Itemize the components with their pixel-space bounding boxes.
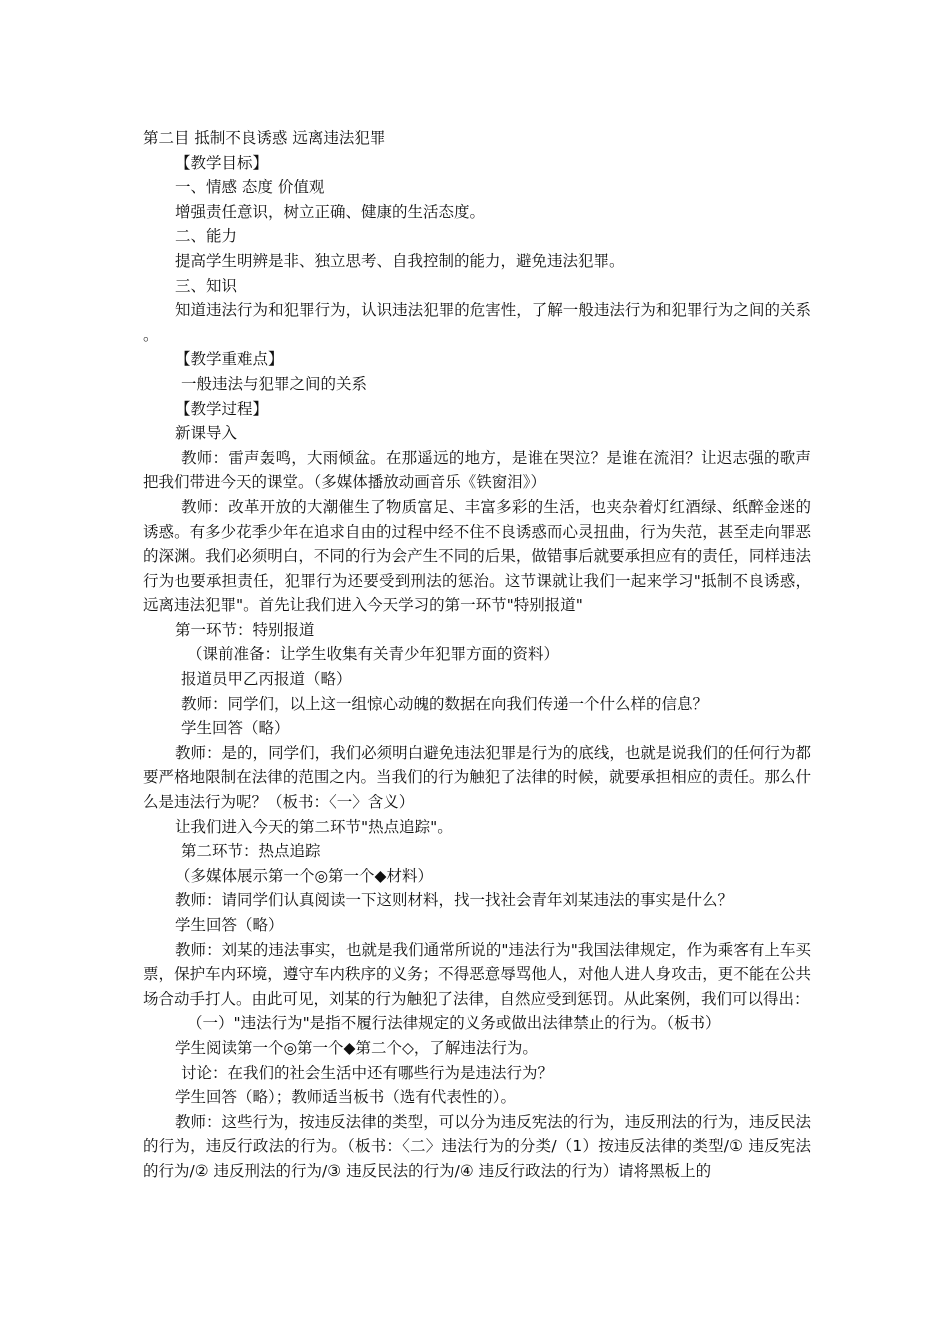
intro-heading: 新课导入 (175, 424, 238, 443)
answer-2: 学生回答（略）；教师适当板书（选有代表性的）。 (175, 1088, 517, 1107)
goal3-text: 知道违法行为和犯罪行为，认识违法犯罪的危害性，了解一般违法行为和犯罪行为之间的关系。 (143, 301, 811, 344)
paragraph-2: 教师：改革开放的大潮催生了物质富足、丰富多彩的生活，也夹杂着灯红酒绿、纸醉金迷的诱惑。有多少花季少年在追求自由的过程中经不住不良诱惑而心灵扭曲，行为失范，甚至走向罪恶的深渊。我们必须明白，不同的行为会产生不同的后果，做错事后就要承担应有的责任，同样违法行为也要承担责任，犯罪行为还要受到刑法的惩治。这节课就让我们一起来学习"抵制不良诱惑，远离违法犯罪"。首先让我们进入今天学习的第一环节"特别报道" (143, 497, 811, 615)
paragraph-5: 教师：刘某的违法事实，也就是我们通常所说的"违法行为"我国法律规定，作为乘客有上车买票，保护车内环境，遵守车内秩序的义务；不得恶意辱骂他人，对他人进人身攻击，更不能在公共场合动手打人。由此可见，刘某的行为触犯了法律，自然应受到惩罚。从此案例，我们可以得出： (143, 940, 811, 1008)
discussion: 讨论：在我们的社会生活中还有哪些行为是违法行为？ (181, 1063, 554, 1082)
key-heading: 【教学重难点】 (175, 350, 284, 369)
section1-prep: （课前准备：让学生收集有关青少年犯罪方面的资料） (187, 645, 560, 664)
goal2-text: 提高学生明辨是非、独立思考、自我控制的能力，避免违法犯罪。 (175, 251, 625, 270)
goal1-heading: 一、情感 态度 价值观 (175, 178, 325, 197)
definition: （一）"违法行为"是指不履行法律规定的义务或做出法律禁止的行为。（板书） (187, 1014, 721, 1033)
document-title: 第二目 抵制不良诱惑 远离违法犯罪 (143, 129, 386, 147)
paragraph-6: 教师：这些行为，按违反法律的类型，可以分为违反宪法的行为，违反刑法的行为，违反民法的行为，违反行政法的行为。（板书：〈二〉违法行为的分类/（1）按违反法律的类型/① 违反宪法的行为/② 违反刑法的行为/③ 违反民法的行为/④ 违反行政法的行为）请将黑板上的 (143, 1112, 811, 1180)
section2-heading: 第二环节：热点追踪 (181, 842, 321, 861)
key-text: 一般违法与犯罪之间的关系 (181, 374, 368, 393)
paragraph-3: 教师：是的，同学们，我们必须明白避免违法犯罪是行为的底线，也就是说我们的任何行为都要严格地限制在法律的范围之内。当我们的行为触犯了法律的时候，就要承担相应的责任。那么什么是违法行为呢？（板书：〈一〉含义） (143, 743, 811, 812)
section2-question: 教师：请同学们认真阅读一下这则材料，找一找社会青年刘某违法的事实是什么？ (175, 891, 734, 910)
paragraph-1: 教师：雷声轰鸣，大雨倾盆。在那遥远的地方，是谁在哭泣？是谁在流泪？让迟志强的歌声把我们带进今天的课堂。（多媒体播放动画音乐《铁窗泪》） (143, 448, 811, 492)
process-heading: 【教学过程】 (175, 399, 269, 418)
section1-heading: 第一环节：特别报道 (175, 620, 315, 639)
goal1-text: 增强责任意识，树立正确、健康的生活态度。 (175, 202, 486, 221)
reading-instruction: 学生阅读第一个◎第一个◆第二个◇，了解违法行为。 (175, 1038, 538, 1057)
goals-heading: 【教学目标】 (175, 153, 269, 172)
section1-answer: 学生回答（略） (181, 719, 290, 738)
section1-report: 报道员甲乙丙报道（略） (181, 670, 352, 689)
section2-answer: 学生回答（略） (175, 916, 284, 934)
section1-question: 教师：同学们，以上这一组惊心动魄的数据在向我们传递一个什么样的信息？ (181, 694, 709, 713)
section2-media: （多媒体展示第一个◎第一个◆材料） (175, 866, 433, 885)
paragraph-4: 让我们进入今天的第二环节"热点追踪"。 (175, 817, 453, 836)
goal2-heading: 二、能力 (175, 227, 238, 246)
document-page (143, 126, 811, 1184)
goal3-heading: 三、知识 (175, 276, 238, 295)
